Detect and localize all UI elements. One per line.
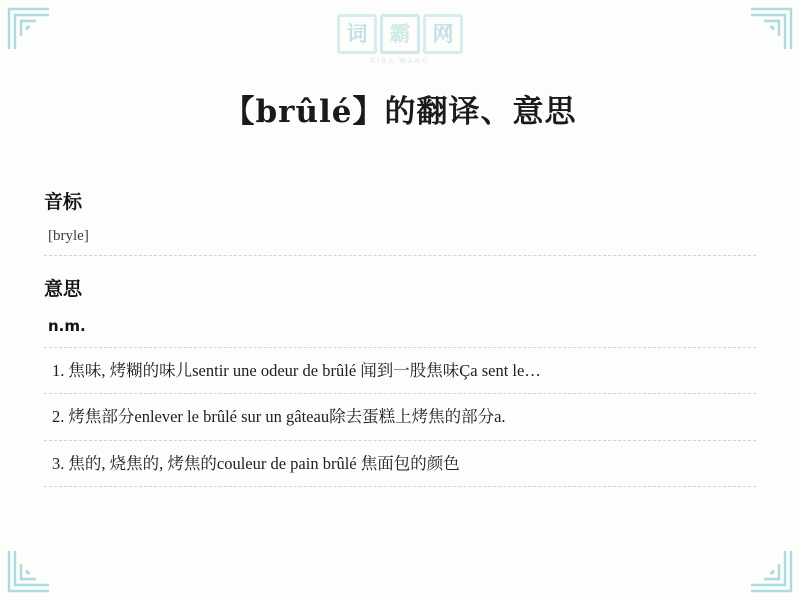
section-heading-phonetic: 音标 bbox=[44, 191, 83, 213]
sense-number: 1. bbox=[52, 361, 65, 380]
sense-number: 3. bbox=[52, 453, 65, 473]
sense-text: 焦的, 烧焦的, 烤焦的couleur de pain brûlé 焦面包的颜色 bbox=[68, 453, 460, 473]
divider bbox=[44, 486, 756, 487]
watermark-char-1: 词 bbox=[337, 14, 377, 54]
watermark-char-3: 网 bbox=[423, 14, 463, 54]
sense-item bbox=[44, 441, 756, 486]
sense-item bbox=[44, 394, 756, 439]
sense-item bbox=[44, 348, 756, 393]
page-title: 【brûlé】的翻译、意思 bbox=[223, 94, 577, 130]
section-heading-meaning: 意思 bbox=[44, 278, 83, 300]
sense-text: 烤焦部分enlever le brûlé sur un gâteau除去蛋糕上烤焦的部分a. bbox=[68, 407, 506, 427]
sense-number: 2. bbox=[52, 407, 65, 427]
sense-text: 焦味, 烤糊的味儿sentir une odeur de brûlé 闻到一股焦味Ça sent le… bbox=[68, 361, 541, 380]
phonetic-value: [bryle] bbox=[48, 228, 89, 244]
watermark-subtitle: CIBA WANG bbox=[370, 57, 430, 65]
watermark-char-2: 霸 bbox=[380, 14, 420, 54]
divider bbox=[44, 255, 756, 256]
part-of-speech: n.m. bbox=[48, 317, 86, 335]
